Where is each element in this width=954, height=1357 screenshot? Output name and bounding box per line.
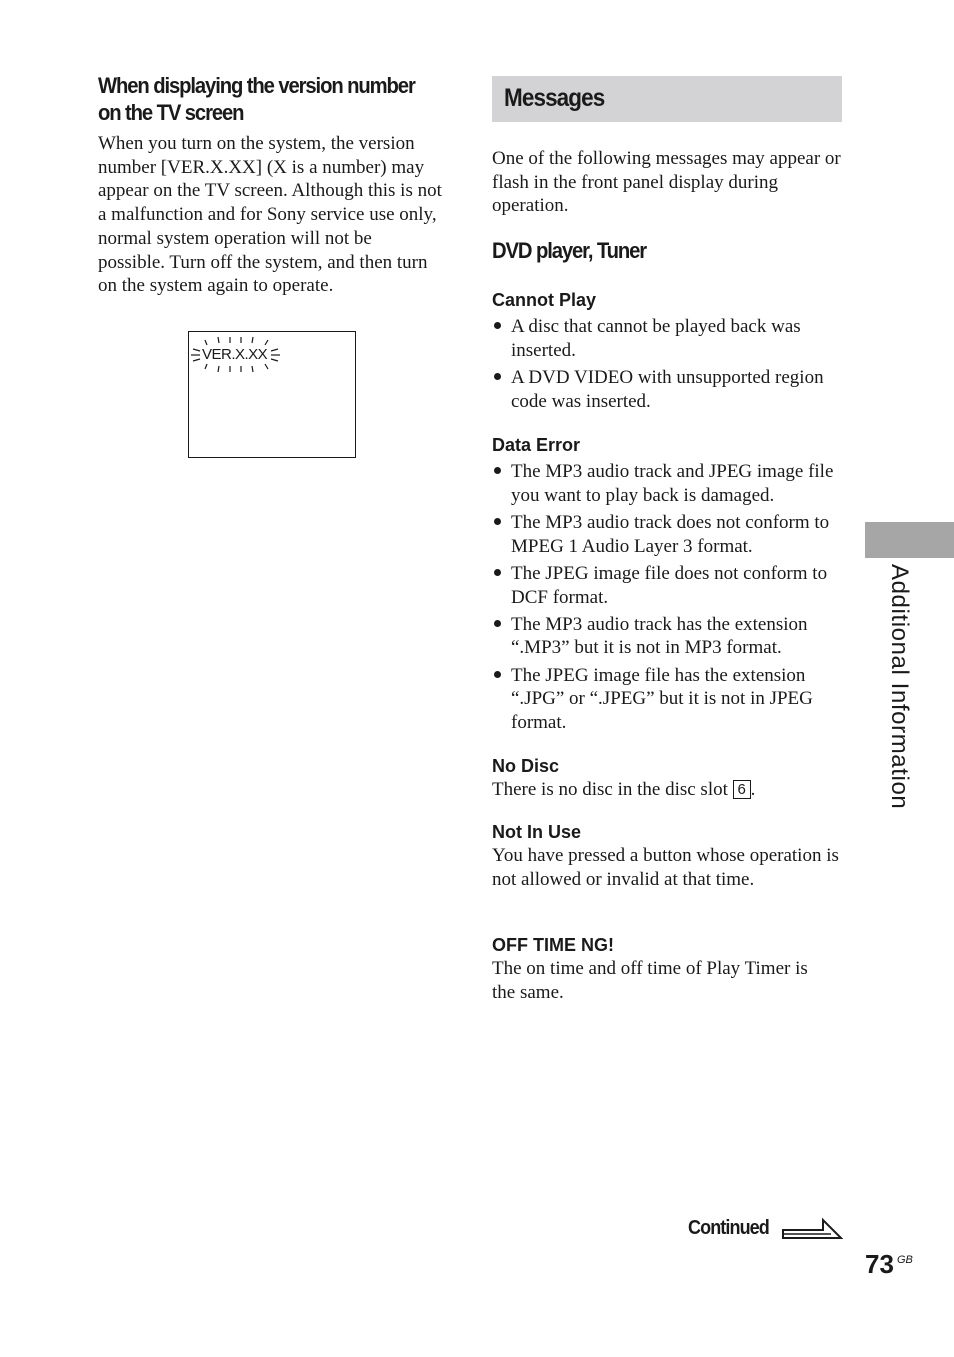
list-item: A disc that cannot be played back was inserted.: [492, 315, 844, 362]
dvd-tuner-subheading: DVD player, Tuner: [492, 238, 647, 263]
message-title: Data Error: [492, 435, 581, 455]
message-off-time-ng: [492, 933, 822, 1004]
list-item: The MP3 audio track has the extension “.MP3” but it is not in MP3 format.: [492, 613, 844, 660]
message-text: You have pressed a button whose operation is not allowed or invalid at that time.: [492, 845, 839, 890]
message-title: Cannot Play: [492, 290, 597, 310]
continued-label: Continued: [688, 1217, 769, 1239]
page-number: 73: [865, 1249, 894, 1279]
continued-arrow-icon: [781, 1217, 843, 1241]
bullet-list: [492, 315, 844, 413]
message-text: The on time and off time of Play Timer is the same.: [492, 958, 808, 1003]
list-item: The JPEG image file does not conform to DCF format.: [492, 562, 844, 609]
message-title: Not In Use: [492, 822, 582, 842]
message-cannot-play: [492, 288, 844, 417]
message-text: There is no disc in the disc slot 6 .: [492, 779, 756, 800]
message-data-error: [492, 433, 844, 738]
chapter-tab-label: Additional Information: [886, 564, 913, 810]
disc-slot-number-box: 6: [733, 780, 751, 799]
chapter-tab-marker: [865, 522, 954, 558]
messages-title-bar: [492, 76, 842, 122]
message-title: No Disc: [492, 756, 560, 776]
list-item: The JPEG image file has the extension “.JPG” or “.JPEG” but it is not in JPEG format.: [492, 664, 844, 735]
messages-intro: One of the following messages may appear or flash in the front panel display during operation.: [492, 148, 841, 217]
version-number-body: When you turn on the system, the version number [VER.X.XX] (X is a number) may appear on the TV screen. Although this is not a malfunction and for Sony service use only, normal system operation will not be possible. Turn off the system, and then turn on the system again to operate.: [98, 133, 442, 297]
list-item: The MP3 audio track and JPEG image file you want to play back is damaged.: [492, 460, 844, 507]
message-title: OFF TIME NG!: [492, 935, 614, 955]
message-no-disc: [492, 754, 844, 802]
version-number-heading: When displaying the version number on the TV screen: [98, 73, 415, 125]
bullet-list: [492, 460, 844, 735]
list-item: The MP3 audio track does not conform to MPEG 1 Audio Layer 3 format.: [492, 511, 844, 558]
message-not-in-use: [492, 820, 844, 891]
version-display-text: VER.X.XX: [202, 346, 268, 363]
page-number-suffix: GB: [897, 1254, 913, 1266]
tv-screen-illustration: [188, 331, 356, 458]
list-item: A DVD VIDEO with unsupported region code was inserted.: [492, 366, 844, 413]
messages-title: Messages: [504, 84, 605, 112]
